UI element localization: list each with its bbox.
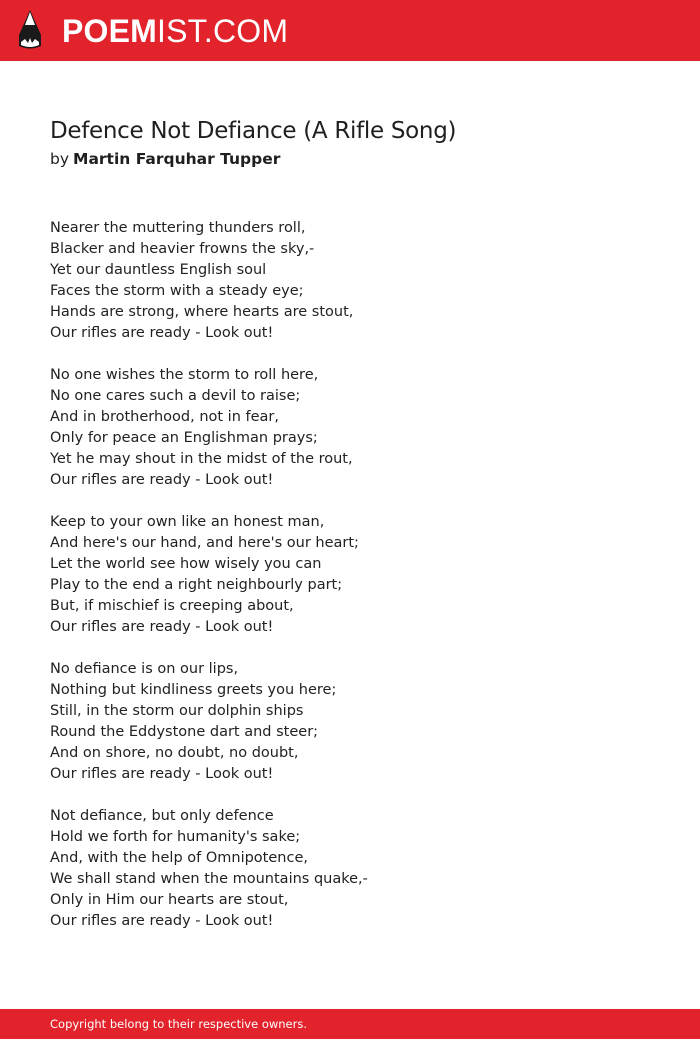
poem-line: Yet our dauntless English soul	[50, 262, 267, 278]
poem-line: Play to the end a right neighbourly part;	[50, 577, 343, 593]
poem-line: No one cares such a devil to raise;	[50, 388, 301, 404]
poem-line: Hands are strong, where hearts are stout,	[50, 304, 354, 320]
poem-title: Defence Not Defiance (A Rifle Song)	[50, 118, 457, 144]
byline-prefix: by	[50, 150, 70, 168]
poem-line: Nothing but kindliness greets you here;	[50, 682, 337, 698]
logo-light-text: IST.COM	[157, 13, 289, 49]
poem-line: Not defiance, but only defence	[50, 808, 274, 824]
poem-line: Hold we forth for humanity's sake;	[50, 829, 301, 845]
site-footer	[0, 1009, 700, 1039]
stanza	[50, 218, 650, 344]
poem-line: Only for peace an Englishman prays;	[50, 430, 318, 446]
poem-line: Let the world see how wisely you can	[50, 556, 322, 572]
poem-line: And here's our hand, and here's our heart;	[50, 535, 359, 551]
poem-line: Our rifles are ready - Look out!	[50, 325, 274, 341]
site-logo[interactable]	[62, 12, 288, 50]
poem-line: Our rifles are ready - Look out!	[50, 472, 274, 488]
poem-line: No defiance is on our lips,	[50, 661, 239, 677]
poem-line: No one wishes the storm to roll here,	[50, 367, 319, 383]
poem-line: But, if mischief is creeping about,	[50, 598, 294, 614]
stanza	[50, 365, 650, 491]
poem-line: And in brotherhood, not in fear,	[50, 409, 279, 425]
poem-line: Round the Eddystone dart and steer;	[50, 724, 319, 740]
poem-line: And, with the help of Omnipotence,	[50, 850, 308, 866]
poem-line: We shall stand when the mountains quake,-	[50, 871, 368, 887]
poem-line: Nearer the muttering thunders roll,	[50, 220, 306, 236]
poem-body	[50, 218, 650, 953]
poem-line: And on shore, no doubt, no doubt,	[50, 745, 299, 761]
poem-line: Our rifles are ready - Look out!	[50, 766, 274, 782]
copyright-text: Copyright belong to their respective owners.	[50, 1017, 308, 1031]
poem-line: Our rifles are ready - Look out!	[50, 619, 274, 635]
poem-line: Blacker and heavier frowns the sky,-	[50, 241, 315, 257]
poem-line: Still, in the storm our dolphin ships	[50, 703, 304, 719]
pencil-icon	[17, 9, 43, 51]
poem-line: Faces the storm with a steady eye;	[50, 283, 304, 299]
stanza	[50, 659, 650, 785]
poem-line: Yet he may shout in the midst of the rout,	[50, 451, 353, 467]
stanza	[50, 512, 650, 638]
byline	[50, 149, 280, 169]
stanza	[50, 806, 650, 932]
author-name: Martin Farquhar Tupper	[73, 150, 281, 168]
poem-line: Our rifles are ready - Look out!	[50, 913, 274, 929]
site-header	[0, 0, 700, 61]
poem-line: Only in Him our hearts are stout,	[50, 892, 289, 908]
poem-line: Keep to your own like an honest man,	[50, 514, 325, 530]
logo-bold-text: POEM	[62, 13, 158, 49]
